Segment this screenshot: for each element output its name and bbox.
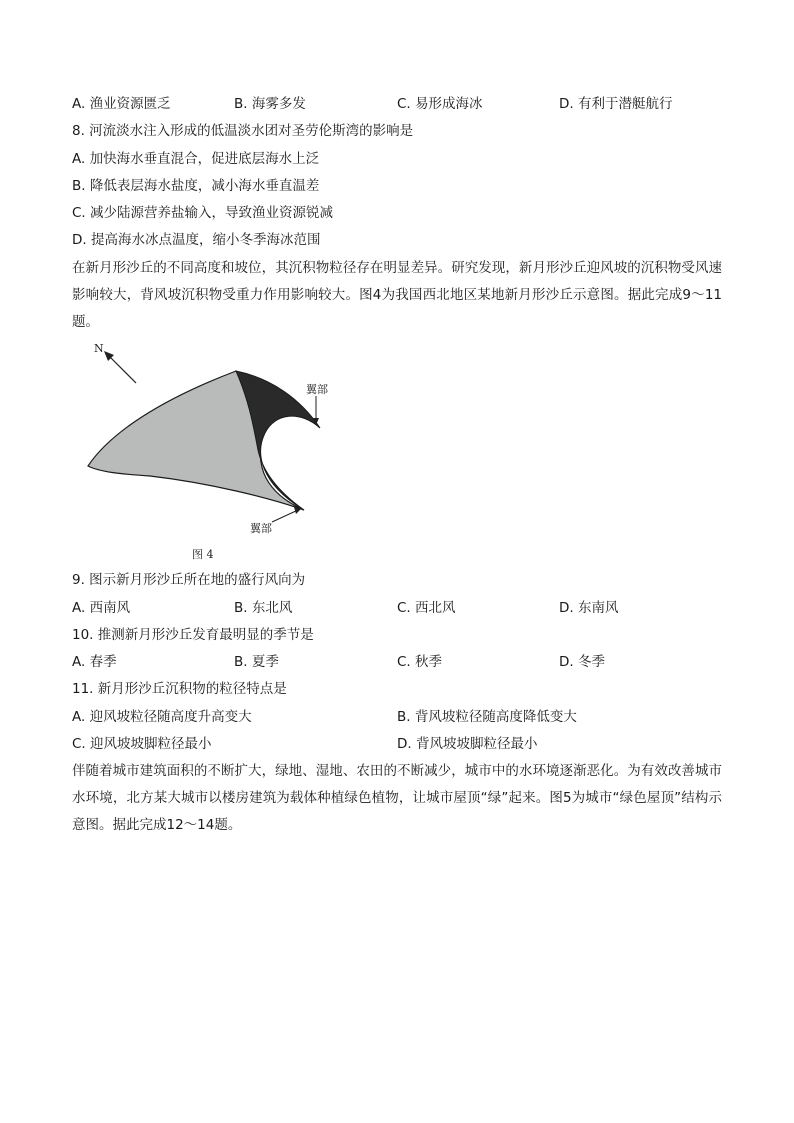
q8-option-d: D. 提高海水冰点温度，缩小冬季海冰范围 <box>72 232 321 248</box>
q11-option-a: A. 迎风坡粒径随高度升高变大 <box>72 709 252 725</box>
q9-option-c: C. 西北风 <box>397 600 456 616</box>
north-label: N <box>94 342 104 355</box>
q8-stem: 8. 河流淡水注入形成的低温淡水团对圣劳伦斯湾的影响是 <box>72 123 414 139</box>
q11-options-row-2 <box>72 735 732 753</box>
passage-green-roof: 伴随着城市建筑面积的不断扩大，绿地、湿地、农田的不断减少，城市中的水环境逐渐恶化。为有效改善城市水环境，北方某大城市以楼房建筑为载体种植绿色植物，让城市屋顶“绿”起来。图5为城市“绿色屋顶”结构示意图。据此完成12～14题。 <box>72 763 722 833</box>
q9-option-d: D. 东南风 <box>559 600 619 616</box>
q10-option-c: C. 秋季 <box>397 654 443 670</box>
q7-option-b: B. 海雾多发 <box>234 96 306 112</box>
q8-option-c: C. 减少陆源营养盐输入，导致渔业资源锐减 <box>72 205 334 221</box>
q11-option-d: D. 背风坡坡脚粒径最小 <box>397 736 538 752</box>
q9-option-b: B. 东北风 <box>234 600 293 616</box>
q10-option-d: D. 冬季 <box>559 654 605 670</box>
north-arrow-icon <box>104 351 136 383</box>
wing-label-lower: 翼部 <box>250 522 272 535</box>
wing-label-upper: 翼部 <box>306 383 328 396</box>
q7-option-a: A. 渔业资源匮乏 <box>72 96 171 112</box>
q7-option-c: C. 易形成海冰 <box>397 96 483 112</box>
q10-options <box>72 653 732 671</box>
q8-option-a: A. 加快海水垂直混合，促进底层海水上泛 <box>72 151 320 167</box>
q11-options-row-1 <box>72 708 732 726</box>
q9-option-a: A. 西南风 <box>72 600 131 616</box>
q9-stem: 9. 图示新月形沙丘所在地的盛行风向为 <box>72 572 306 588</box>
q11-option-b: B. 背风坡粒径随高度降低变大 <box>397 709 577 725</box>
lower-wing-pointer-icon <box>272 507 301 522</box>
q7-option-d: D. 有利于潜艇航行 <box>559 96 673 112</box>
q10-option-b: B. 夏季 <box>234 654 279 670</box>
q10-stem: 10. 推测新月形沙丘发育最明显的季节是 <box>72 627 314 643</box>
figure-4-caption: 图 4 <box>192 548 214 561</box>
q7-options <box>72 95 732 113</box>
q8-option-b: B. 降低表层海水盐度，减小海水垂直温差 <box>72 178 320 194</box>
q11-option-c: C. 迎风坡坡脚粒径最小 <box>72 736 212 752</box>
figure-4 <box>70 338 340 563</box>
passage-dune: 在新月形沙丘的不同高度和坡位，其沉积物粒径存在明显差异。研究发现，新月形沙丘迎风坡的沉积物受风速影响较大，背风坡沉积物受重力作用影响较大。图4为我国西北地区某地新月形沙丘示意图。据此完成9～11题。 <box>72 260 722 330</box>
q9-options <box>72 599 732 617</box>
q10-option-a: A. 春季 <box>72 654 117 670</box>
q11-stem: 11. 新月形沙丘沉积物的粒径特点是 <box>72 681 287 697</box>
